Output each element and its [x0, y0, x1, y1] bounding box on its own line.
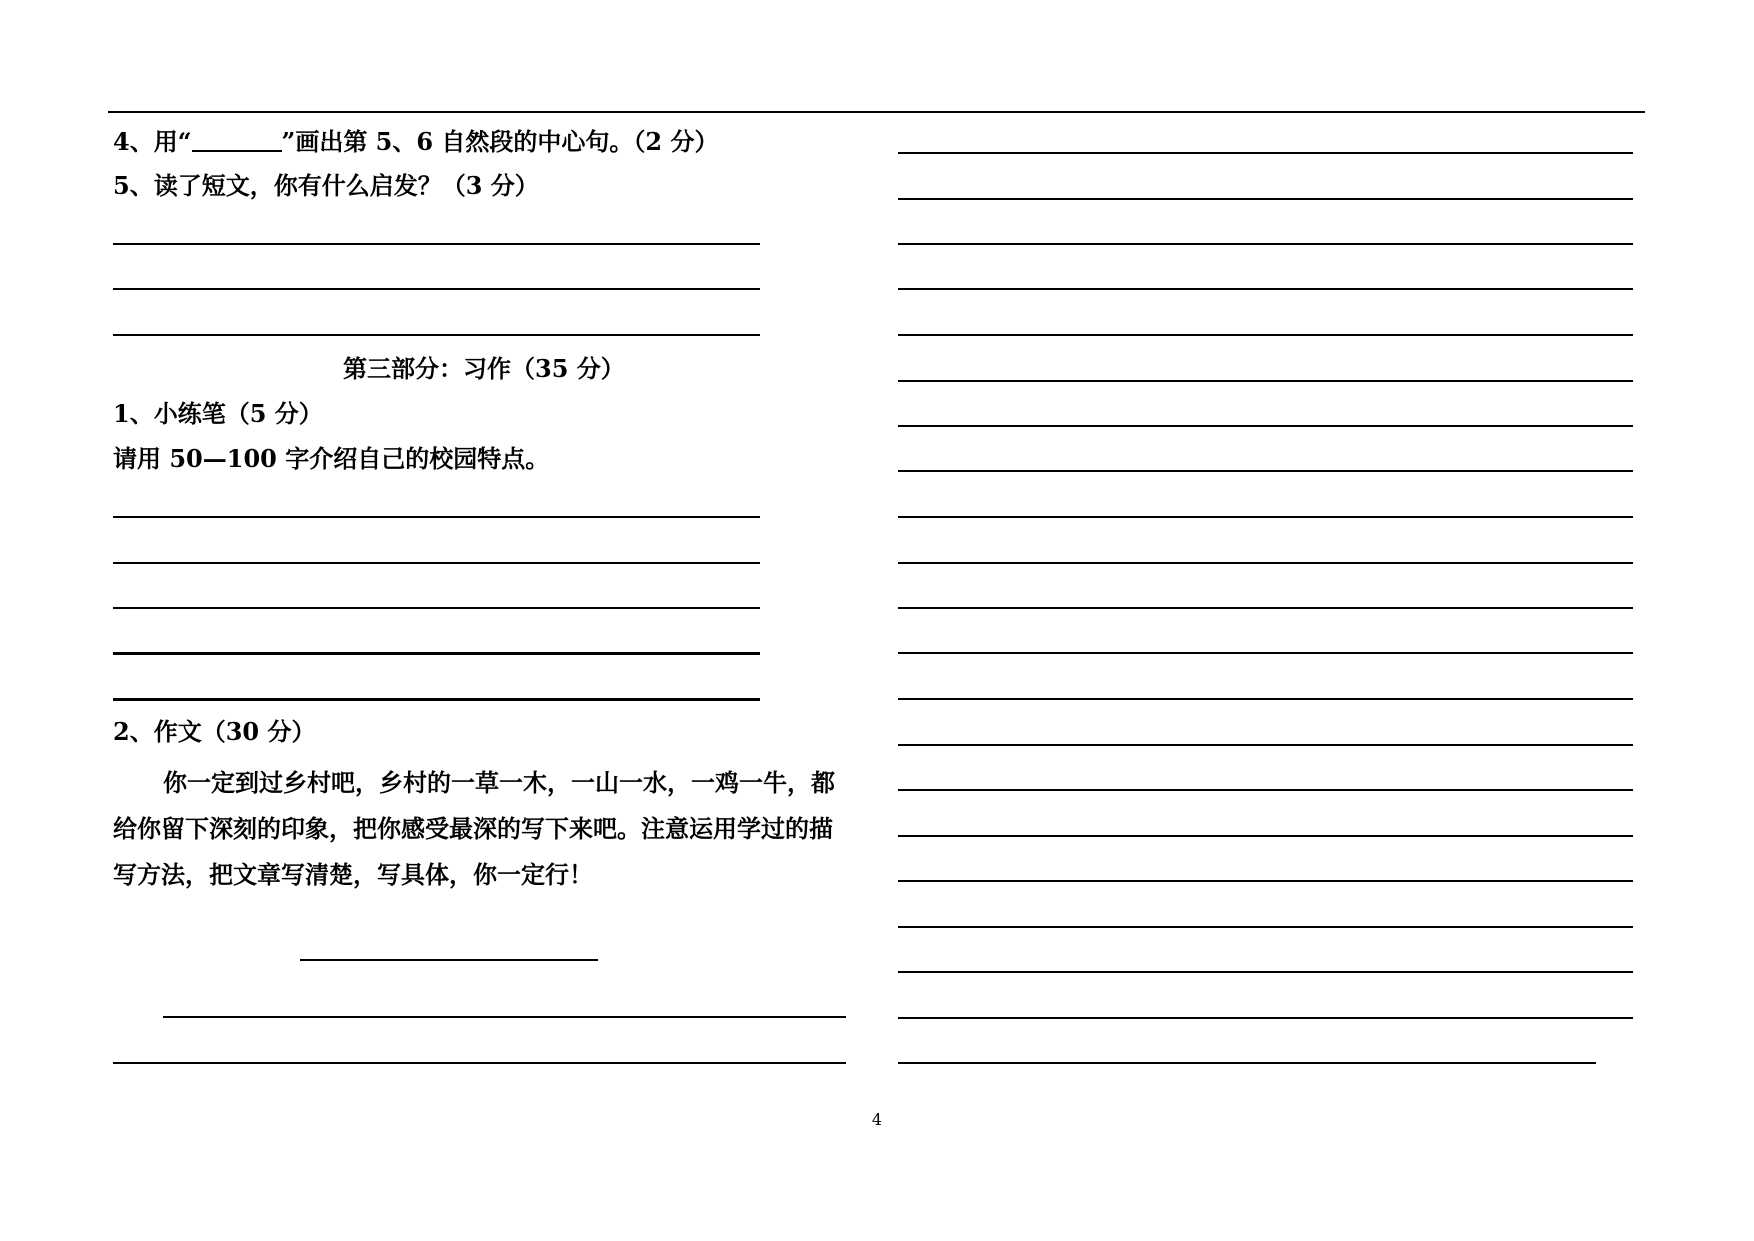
header-rule — [108, 111, 1645, 113]
essay-line[interactable] — [898, 243, 1633, 245]
essay-line[interactable] — [898, 926, 1633, 928]
essay-line[interactable] — [898, 470, 1633, 472]
essay-line[interactable] — [898, 652, 1633, 654]
question-4 — [113, 126, 718, 158]
essay-line[interactable] — [898, 152, 1633, 154]
essay-line[interactable] — [113, 1062, 846, 1064]
question-4-prefix: 4、用“ — [113, 127, 192, 156]
answer-line-q5-3[interactable] — [113, 334, 760, 336]
answer-line-task1-4[interactable] — [113, 652, 760, 655]
task2-heading: 2、作文（30 分） — [113, 717, 316, 746]
task1-instruction: 请用 50—100 字介绍自己的校园特点。 — [113, 444, 550, 473]
essay-line[interactable] — [898, 288, 1633, 290]
essay-line[interactable] — [898, 698, 1633, 700]
essay-line[interactable] — [898, 516, 1633, 518]
essay-line[interactable] — [898, 971, 1633, 973]
task2-prompt — [113, 760, 858, 898]
essay-line[interactable] — [898, 835, 1633, 837]
essay-line[interactable] — [898, 880, 1633, 882]
essay-line[interactable] — [898, 607, 1633, 609]
answer-line-task1-3[interactable] — [113, 607, 760, 609]
answer-line-q5-2[interactable] — [113, 288, 760, 290]
answer-line-task1-5[interactable] — [113, 698, 760, 701]
question-4-underline-sample — [192, 128, 282, 152]
essay-line[interactable] — [898, 1017, 1633, 1019]
page-number: 4 — [871, 1110, 883, 1129]
essay-line[interactable] — [898, 562, 1633, 564]
essay-line[interactable] — [898, 744, 1633, 746]
answer-line-q5-1[interactable] — [113, 243, 760, 245]
question-4-suffix: ”画出第 5、6 自然段的中心句。（2 分） — [281, 127, 719, 156]
part3-title: 第三部分：习作（35 分） — [343, 354, 625, 383]
question-5: 5、读了短文，你有什么启发？（3 分） — [113, 171, 539, 200]
task2-prompt-line: 给你留下深刻的印象，把你感受最深的写下来吧。注意运用学过的描 — [113, 814, 833, 843]
essay-line[interactable] — [898, 334, 1633, 336]
essay-line[interactable] — [898, 380, 1633, 382]
answer-line-task1-1[interactable] — [113, 516, 760, 518]
task2-prompt-line: 你一定到过乡村吧，乡村的一草一木，一山一水，一鸡一牛，都 — [163, 768, 835, 797]
answer-line-task1-2[interactable] — [113, 562, 760, 564]
essay-line[interactable] — [898, 198, 1633, 200]
task1-heading: 1、小练笔（5 分） — [113, 399, 323, 428]
essay-line[interactable] — [898, 789, 1633, 791]
essay-line[interactable] — [163, 1016, 846, 1018]
essay-line[interactable] — [898, 1062, 1596, 1064]
essay-title-line[interactable] — [300, 959, 598, 961]
essay-line[interactable] — [898, 425, 1633, 427]
task2-prompt-line: 写方法，把文章写清楚，写具体，你一定行！ — [113, 860, 593, 889]
